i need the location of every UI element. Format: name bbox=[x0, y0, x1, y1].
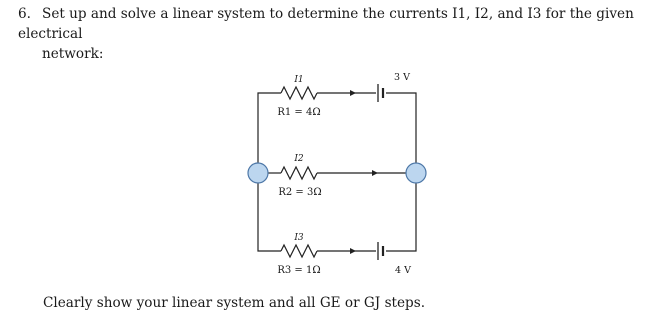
arrow-bottom bbox=[350, 248, 356, 254]
current-label-i1: I1 bbox=[294, 75, 304, 85]
resistor-r2-zigzag bbox=[281, 167, 317, 179]
current-label-i2: I2 bbox=[294, 154, 304, 164]
wire-bottom-right-2 bbox=[386, 182, 416, 251]
wire-top-right-2 bbox=[386, 93, 416, 172]
instruction-text: Clearly show your linear system and all GE or GJ steps. bbox=[43, 295, 426, 311]
resistor-r3-zigzag bbox=[281, 245, 317, 257]
battery-3v bbox=[378, 84, 383, 102]
resistor-label-r3: R3 = 1Ω bbox=[277, 265, 321, 276]
arrow-middle bbox=[372, 170, 378, 176]
current-label-i3: I3 bbox=[294, 233, 304, 243]
resistor-label-r2: R2 = 3Ω bbox=[278, 187, 322, 198]
current-arrows bbox=[350, 90, 378, 254]
problem-text-1: Set up and solve a linear system to determine the currents I1, I2, and I3 for the given electrical bbox=[18, 6, 634, 42]
wire-top bbox=[258, 93, 281, 172]
battery-label-3v: 3 V bbox=[394, 72, 410, 83]
problem-line-2: network: bbox=[42, 46, 104, 62]
battery-label-4v: 4 V bbox=[395, 265, 411, 276]
problem-number: 6. bbox=[18, 6, 31, 22]
arrow-top bbox=[350, 90, 356, 96]
node-left bbox=[248, 163, 268, 183]
resistor-label-r1: R1 = 4Ω bbox=[277, 107, 321, 118]
node-right bbox=[406, 163, 426, 183]
resistor-r1-zigzag bbox=[281, 87, 317, 99]
battery-4v bbox=[378, 242, 383, 260]
